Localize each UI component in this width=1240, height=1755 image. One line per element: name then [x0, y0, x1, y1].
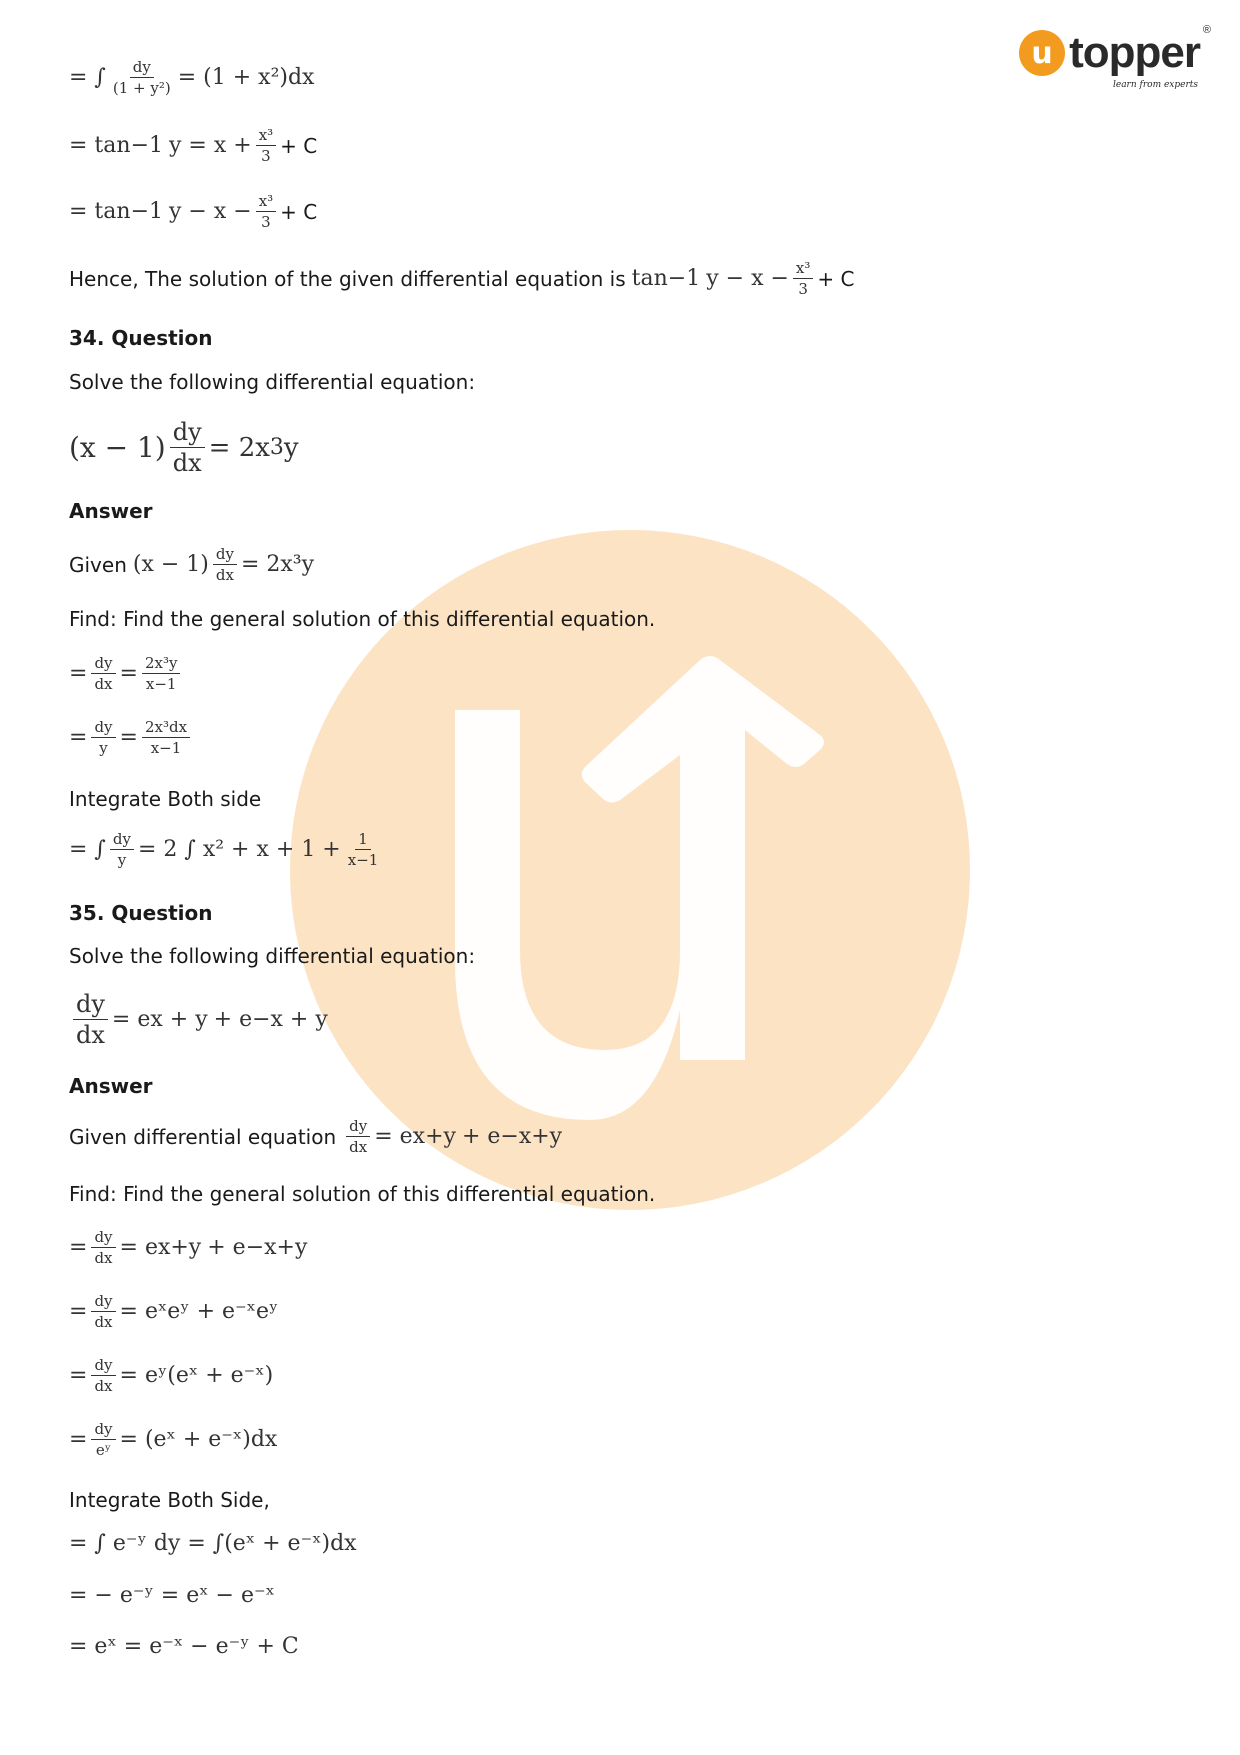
step-equation: = ∫ e⁻ʸ dy = ∫(eˣ + e⁻ˣ)dx: [69, 1531, 357, 1556]
watermark-logo: [290, 530, 970, 1210]
conclusion-text: Hence, The solution of the given differential equation is tan −1 y − x − $\frac{\text{x³}}{3}$ + C: [69, 259, 855, 298]
step-equation: = − e⁻ʸ = eˣ − e⁻ˣ: [69, 1583, 275, 1608]
watermark-u-arrow-icon: [290, 530, 970, 1210]
answer-heading: Answer: [69, 499, 153, 523]
equation-line: = tan −1 y − x − $\frac{\text{x³}}{3}$ + C: [69, 192, 318, 231]
find-text: Find: Find the general solution of this differential equation.: [69, 1182, 656, 1206]
question-equation: (x − 1) $\frac{dy}{dx}$ = 2x 3 y: [69, 418, 299, 477]
step-equation: = $\frac{dy}{dx}$ = e x+y + e −x+y: [69, 1228, 308, 1267]
brand-logo: [1019, 24, 1210, 90]
equation-line: = tan −1 y = x + $\frac{\text{x³}}{3}$ + C: [69, 126, 318, 165]
question-heading: 35. Question: [69, 901, 213, 925]
brand-name: topper: [1069, 28, 1200, 77]
step-equation: = ∫ $\frac{dy}{y}$ = 2 ∫ x² + x + 1 + $\frac{1}{x-1}$: [69, 830, 379, 869]
step-equation: = $\frac{dy}{dx}$ = eˣeʸ + e⁻ˣeʸ: [69, 1292, 279, 1331]
step-equation: = $\frac{dy}{dx}$ = $\frac{\text{2x³y}}{x-1}$: [69, 654, 184, 693]
step-equation: = $\frac{dy}{dx}$ = eʸ(eˣ + e⁻ˣ): [69, 1356, 274, 1395]
step-equation: = $\frac{dy}{y}$ = $\frac{\text{2x³dx}}{x-1}$: [69, 718, 194, 757]
question-equation: $\frac{dy}{dx}$ = e x + y + e −x + y: [69, 990, 328, 1049]
step-text: Integrate Both Side,: [69, 1488, 270, 1512]
registered-mark: ®: [1202, 24, 1210, 36]
question-prompt: Solve the following differential equation:: [69, 370, 476, 394]
question-heading: 34. Question: [69, 326, 213, 350]
answer-heading: Answer: [69, 1074, 153, 1098]
equation-line: = ∫ $\frac{dy}{\text{(1 + y²)}}$ = (1 + x²)dx: [69, 58, 315, 97]
step-equation: = eˣ = e⁻ˣ − e⁻ʸ + C: [69, 1634, 299, 1659]
step-equation: = $\frac{dy}{\text{eʸ}}$ = (eˣ + e⁻ˣ)dx: [69, 1420, 278, 1459]
brand-mark-icon: u: [1019, 30, 1065, 76]
question-prompt: Solve the following differential equation:: [69, 944, 476, 968]
given-line: Given differential equation $\frac{dy}{dx}$ = e x+y + e −x+y: [69, 1117, 563, 1156]
find-text: Find: Find the general solution of this differential equation.: [69, 607, 656, 631]
step-text: Integrate Both side: [69, 787, 262, 811]
brand-tagline: learn from experts: [1112, 80, 1198, 90]
given-line: Given (x − 1) $\frac{dy}{dx}$ = 2x³y: [69, 545, 315, 584]
